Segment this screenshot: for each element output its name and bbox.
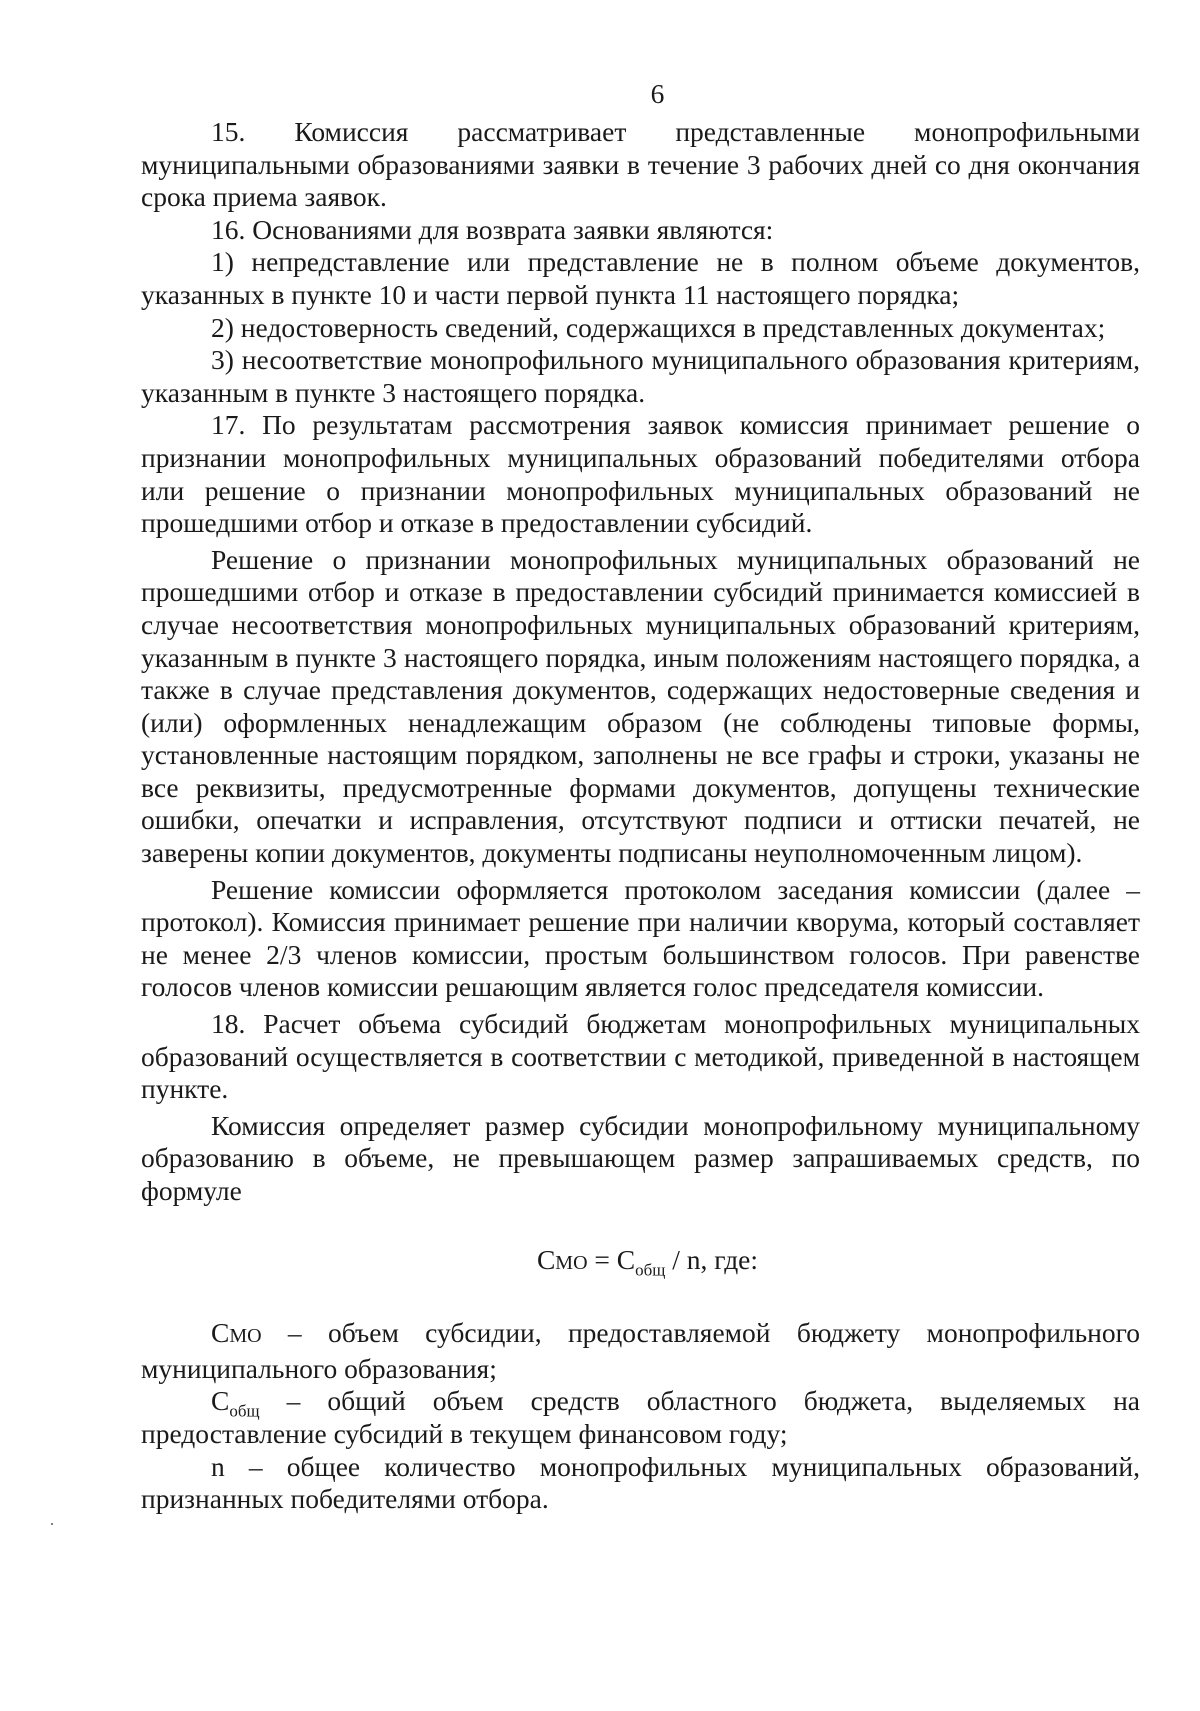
paragraph-15: 15. Комиссия рассматривает представленные монопрофильными муниципальными образованиями заявки в течение 3 рабочих дней со дня окончания срока приема заявок. bbox=[141, 116, 1140, 213]
paragraph-17-decision: Решение о признании монопрофильных муниципальных образований не прошедшими отбор и отказе в предоставлении субсидий принимается комиссией в случае несоответствия монопрофильных муниципальных образований критериям, указанным в пункте 3 настоящего порядка, иным положениям настоящего порядка, а также в случае представления документов, содержащих недостоверные сведения и (или) оформленных ненадлежащим образом (не соблюдены типовые формы, установленные настоящим порядком, заполнены не все графы и строки, указаны не все реквизиты, предусмотренные формами документов, допущены технические ошибки, опечатки и исправления, отсутствуют подписи и оттиски печатей, не заверены копии документов, документы подписаны неуполномоченным лицом). bbox=[141, 543, 1140, 869]
definition-c-obsch bbox=[141, 1385, 1140, 1450]
document-page bbox=[141, 78, 1140, 1516]
paragraph-18: 18. Расчет объема субсидий бюджетам монопрофильных муниципальных образований осуществляется в соответствии с методикой, приведенной в настоящем пункте. bbox=[141, 1008, 1140, 1105]
paragraph-17: 17. По результатам рассмотрения заявок комиссия принимает решение о признании монопрофильных муниципальных образований победителями отбора или решение о признании монопрофильных муниципальных образований не прошедшими отбор и отказе в предоставлении субсидий. bbox=[141, 409, 1140, 539]
paragraph-16: 16. Основаниями для возврата заявки являются: bbox=[211, 213, 774, 245]
definition-subscript: МО bbox=[229, 1325, 262, 1348]
paragraph-17-protocol: Решение комиссии оформляется протоколом заседания комиссии (далее – протокол). Комиссия принимает решение при наличии кворума, который составляет не менее 2/3 членов комиссии, простым большинством голосов. При равенстве голосов членов комиссии решающим является голос председателя комиссии. bbox=[141, 873, 1140, 1003]
definition-subscript: общ bbox=[229, 1401, 260, 1421]
definition-text: – общий объем средств областного бюджета, выделяемых на предоставление субсидий в текущем финансовом году; bbox=[141, 1385, 1140, 1449]
formula-obsch-subscript: общ bbox=[635, 1260, 666, 1280]
definition-c-mo bbox=[141, 1317, 1140, 1385]
page-number: 6 bbox=[650, 78, 665, 109]
definition-symbol: С bbox=[211, 1385, 230, 1417]
definition-n bbox=[141, 1451, 1140, 1516]
scan-speck bbox=[51, 1523, 53, 1525]
formula-tail: / n, где: bbox=[665, 1243, 759, 1275]
formula-mo-label: МО bbox=[555, 1251, 588, 1274]
list-item-2: 2) недостоверность сведений, содержащихся в представленных документах; bbox=[211, 311, 1106, 343]
definition-text: – объем субсидии, предоставляемой бюджету монопрофильного муниципального образования; bbox=[141, 1317, 1140, 1384]
paragraph-18-formula-intro: Комиссия определяет размер субсидии монопрофильному муниципальному образованию в объеме, не превышающем размер запрашиваемых средств, по формуле bbox=[141, 1109, 1140, 1206]
list-item-1: 1) непредставление или представление не в полном объеме документов, указанных в пункте 10 и части первой пункта 11 настоящего порядка; bbox=[141, 246, 1140, 310]
definition-text: – общее количество монопрофильных муниципальных образований, признанных победителями отбора. bbox=[141, 1450, 1140, 1515]
formula-equals: = С bbox=[587, 1243, 636, 1275]
list-item-3: 3) несоответствие монопрофильного муниципального образования критериям, указанным в пункте 3 настоящего порядка. bbox=[141, 344, 1140, 408]
definition-symbol: С bbox=[211, 1317, 230, 1349]
subsidy-formula bbox=[141, 1244, 1140, 1280]
formula-c-mo: С bbox=[536, 1243, 556, 1275]
definition-symbol: n bbox=[211, 1450, 225, 1482]
